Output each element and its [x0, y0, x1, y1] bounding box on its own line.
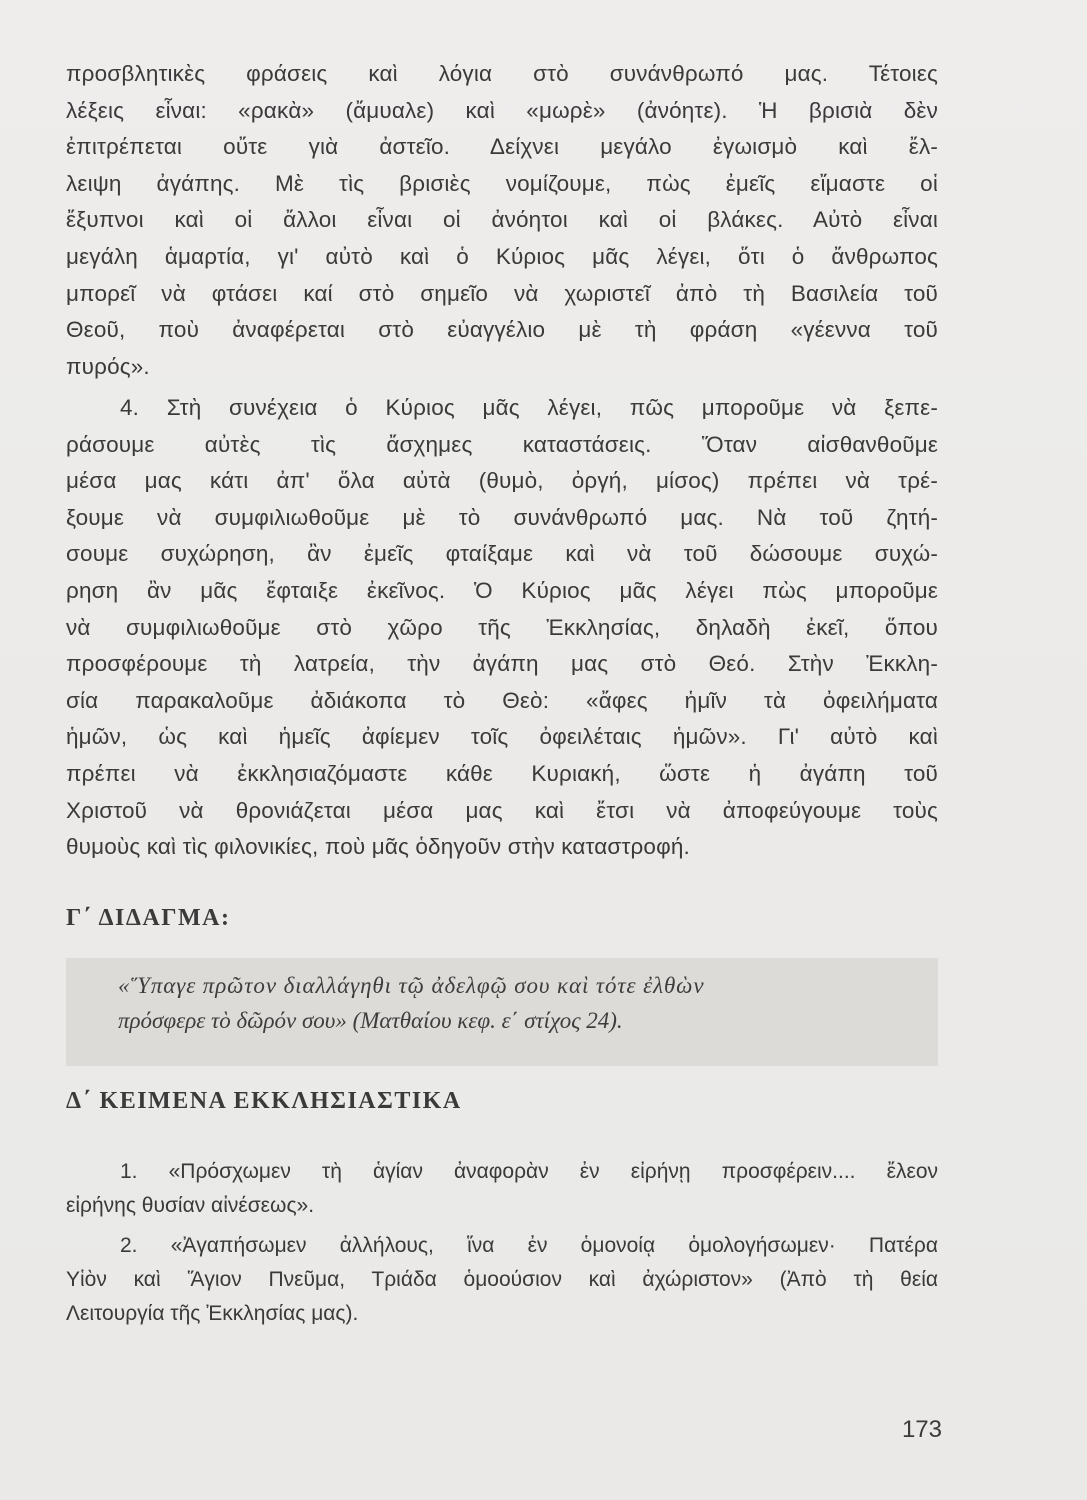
text-line: 4. Στὴ συνέχεια ὁ Κύριος μᾶς λέγει, πῶς μποροῦμε νὰ ξεπε- [120, 395, 938, 420]
text-line: λειψη ἀγάπης. Μὲ τὶς βρισιὲς νομίζουμε, πὼς ἐμεῖς εἴμαστε οἱ [66, 170, 938, 196]
text-line: ἔξυπνοι καὶ οἱ ἄλλοι εἶναι οἱ ἀνόητοι καὶ οἱ βλάκες. Αὐτὸ εἶναι [66, 207, 938, 233]
text-line: Υἱὸν καὶ Ἅγιον Πνεῦμα, Τριάδα ὁμοούσιον καὶ ἀχώριστον» (Ἀπὸ τὴ θεία [66, 1268, 938, 1291]
text-line: προσφέρουμε τὴ λατρεία, τὴν ἀγάπη μας στὸ Θεό. Στὴν Ἐκκλη- [66, 651, 938, 677]
text-line: Θεοῦ, ποὺ ἀναφέρεται στὸ εὐαγγέλιο μὲ τὴ φράση «γέεννα τοῦ [66, 317, 938, 343]
text-line: ἡμῶν, ὡς καὶ ἡμεῖς ἀφίεμεν τοῖς ὀφειλέταις ἡμῶν». Γι' αὐτὸ καὶ [66, 724, 938, 750]
section-heading-didagma: Γ΄ ΔΙΔΑΓΜΑ: [66, 905, 231, 931]
text-line: 2. «Ἀγαπήσωμεν ἀλλήλους, ἵνα ἐν ὁμονοίᾳ ὁμολογήσωμεν· Πατέρα [120, 1234, 938, 1257]
text-line: μεγάλη ἁμαρτία, γι' αὐτὸ καὶ ὁ Κύριος μᾶς λέγει, ὅτι ὁ ἄνθρωπος [66, 243, 938, 269]
list-item [66, 1155, 938, 1223]
text-line: εἰρήνης θυσίαν αἰνέσεως». [66, 1194, 315, 1217]
text-line: ἐπιτρέπεται οὔτε γιὰ ἀστεῖο. Δείχνει μεγάλο ἐγωισμὸ καὶ ἔλ- [66, 134, 938, 160]
text-line: σία παρακαλοῦμε ἀδιάκοπα τὸ Θεὸ: «ἄφες ἡμῖν τὰ ὀφειλήματα [66, 687, 938, 713]
text-line: μπορεῖ νὰ φτάσει καί στὸ σημεῖο νὰ χωριστεῖ ἀπὸ τὴ Βασιλεία τοῦ [66, 280, 938, 306]
text-line: 1. «Πρόσχωμεν τὴ ἁγίαν ἀναφορὰν ἐν εἰρήνῃ προσφέρειν.... ἔλεον [120, 1160, 938, 1183]
text-line: μέσα μας κάτι ἀπ' ὅλα αὐτὰ (θυμὸ, ὀργή, μίσος) πρέπει νὰ τρέ- [66, 468, 938, 494]
list-item [66, 1229, 938, 1331]
text-line: ξουμε νὰ συμφιλιωθοῦμε μὲ τὸ συνάνθρωπό μας. Νὰ τοῦ ζητή- [66, 504, 938, 530]
page-number: 173 [901, 1416, 942, 1443]
text-line: θυμοὺς καὶ τὶς φιλονικίες, ποὺ μᾶς ὁδηγοῦν στὴν καταστροφή. [66, 834, 690, 860]
paragraph-1 [66, 56, 938, 385]
section-heading-church-texts: Δ΄ ΚΕΙΜΕΝΑ ΕΚΚΛΗΣΙΑΣΤΙΚΑ [66, 1088, 462, 1114]
church-texts-list [66, 1155, 938, 1331]
quote-line: «Ὕπαγε πρῶτον διαλλάγηθι τῷ ἀδελφῷ σου καὶ τότε ἐλθὼν [118, 973, 705, 998]
quote-line: πρόσφερε τὸ δῶρόν σου» (Ματθαίου κεφ. ε΄ στίχος 24). [118, 1008, 623, 1033]
text-line: σουμε συχώρηση, ἂν ἐμεῖς φταίξαμε καὶ νὰ τοῦ δώσουμε συχώ- [66, 541, 938, 567]
text-line: νὰ συμφιλιωθοῦμε στὸ χῶρο τῆς Ἐκκλησίας, δηλαδὴ ἐκεῖ, ὅπου [66, 614, 938, 640]
paragraph-2 [66, 390, 938, 866]
text-line: πυρός». [66, 353, 150, 379]
text-line: ράσουμε αὐτὲς τὶς ἄσχημες καταστάσεις. Ὅταν αἰσθανθοῦμε [66, 431, 938, 457]
text-line: πρέπει νὰ ἐκκλησιαζόμαστε κάθε Κυριακή, ὥστε ἡ ἀγάπη τοῦ [66, 760, 938, 786]
text-line: Χριστοῦ νὰ θρονιάζεται μέσα μας καὶ ἔτσι νὰ ἀποφεύγουμε τοὺς [66, 797, 938, 823]
text-line: προσβλητικὲς φράσεις καὶ λόγια στὸ συνάνθρωπό μας. Τέτοιες [66, 61, 938, 86]
text-line: Λειτουργία τῆς Ἐκκλησίας μας). [66, 1302, 359, 1325]
text-line: λέξεις εἶναι: «ρακὰ» (ἄμυαλε) καὶ «μωρὲ» (ἀνόητε). Ἡ βρισιὰ δὲν [66, 97, 938, 123]
text-line: ρηση ἂν μᾶς ἔφταιξε ἐκεῖνος. Ὁ Κύριος μᾶς λέγει πὼς μποροῦμε [66, 577, 938, 603]
scripture-quote [118, 968, 948, 1038]
